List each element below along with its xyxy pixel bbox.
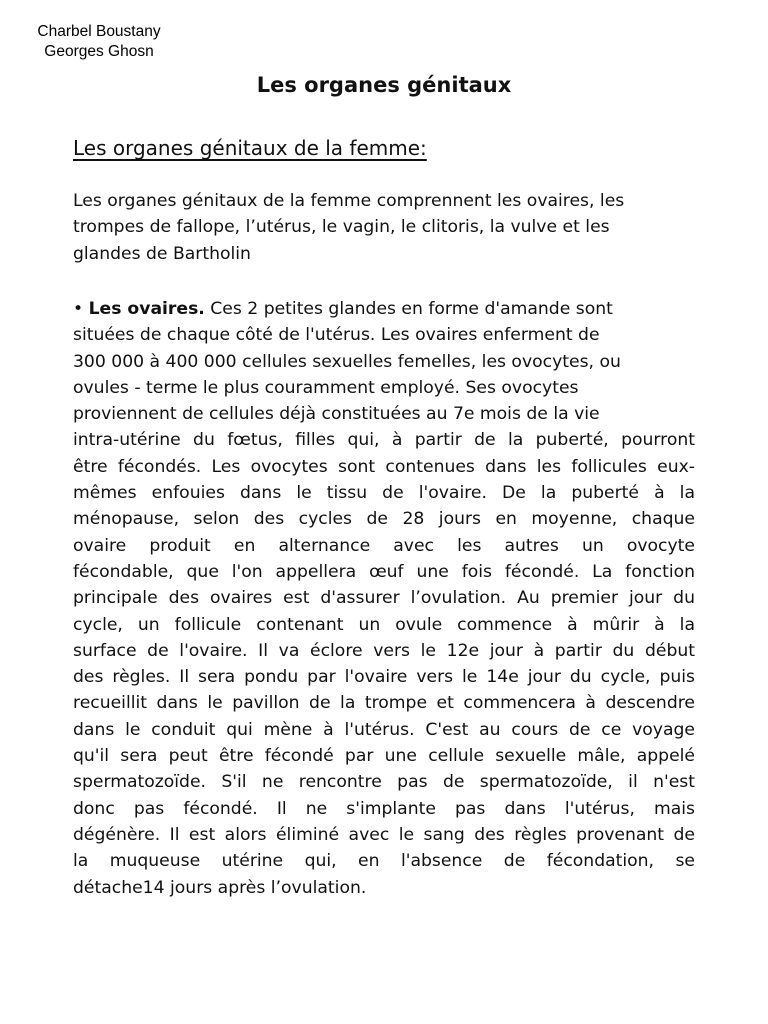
- paragraph-line: surface de l'ovaire. Il va éclore vers le 12e jour à partir du début: [73, 640, 695, 661]
- intro-paragraph: [73, 188, 695, 267]
- paragraph-line: qu'il sera peut être fécondé par une cellule sexuelle mâle, appelé: [73, 746, 695, 767]
- paragraph-line: ovules - terme le plus couramment employé. Ses ovocytes: [73, 377, 579, 398]
- document-title: Les organes génitaux: [256, 73, 512, 97]
- paragraph-line: fécondable, que l'on appellera œuf une fois fécondé. La fonction: [73, 561, 695, 582]
- paragraph-line: dans le conduit qui mène à l'utérus. C'est au cours de ce voyage: [73, 719, 695, 740]
- section-heading: Les organes génitaux de la femme:: [73, 136, 427, 160]
- author-name: Georges Ghosn: [44, 43, 154, 60]
- paragraph-line: la muqueuse utérine qui, en l'absence de fécondation, se: [73, 851, 695, 872]
- paragraph-line: des règles. Il sera pondu par l'ovaire vers le 14e jour du cycle, puis: [73, 667, 695, 688]
- bullet-glyph: •: [73, 299, 84, 319]
- paragraph-line: situées de chaque côté de l'utérus. Les ovaires enferment de: [73, 325, 600, 346]
- paragraph-line: cycle, un follicule contenant un ovule commence à mûrir à la: [73, 614, 695, 635]
- paragraph-line: Ces 2 petites glandes en forme d'amande sont: [210, 299, 613, 319]
- paragraph-line: mêmes enfouies dans le tissu de l'ovaire. De la puberté à la: [73, 483, 695, 504]
- paragraph-line: proviennent de cellules déjà constituées au 7e mois de la vie: [73, 404, 600, 425]
- paragraph-line: 300 000 à 400 000 cellules sexuelles femelles, les ovocytes, ou: [73, 351, 621, 372]
- paragraph-line: recueillit dans le pavillon de la trompe et commencera à descendre: [73, 693, 695, 714]
- paragraph-line: être fécondés. Les ovocytes sont contenues dans les follicules eux-: [73, 456, 695, 477]
- paragraph-line: ménopause, selon des cycles de 28 jours en moyenne, chaque: [73, 509, 695, 530]
- paragraph-line: détache14 jours après l’ovulation.: [73, 877, 367, 898]
- paragraph-line: donc pas fécondé. Il ne s'implante pas dans l'utérus, mais: [73, 798, 695, 819]
- intro-line: Les organes génitaux de la femme comprennent les ovaires, les: [73, 191, 625, 211]
- author-name: Charbel Boustany: [37, 23, 161, 40]
- paragraph-line: principale des ovaires est d'assurer l’ovulation. Au premier jour du: [73, 588, 695, 609]
- intro-line: trompes de fallope, l’utérus, le vagin, le clitoris, la vulve et les: [73, 217, 610, 238]
- ovaires-term: Les ovaires.: [88, 299, 205, 319]
- authors-block: [24, 22, 174, 62]
- intro-line: glandes de Bartholin: [73, 243, 251, 264]
- paragraph-line: spermatozoïde. S'il ne rencontre pas de spermatozoïde, il n'est: [73, 772, 695, 793]
- paragraph-line: ovaire produit en alternance avec les autres un ovocyte: [73, 535, 695, 556]
- ovaires-paragraph: [73, 296, 695, 901]
- paragraph-line: dégénère. Il est alors éliminé avec le sang des règles provenant de: [73, 824, 695, 845]
- paragraph-line: intra-utérine du fœtus, filles qui, à partir de la puberté, pourront: [73, 430, 695, 451]
- ovaires-first-line: [73, 296, 695, 322]
